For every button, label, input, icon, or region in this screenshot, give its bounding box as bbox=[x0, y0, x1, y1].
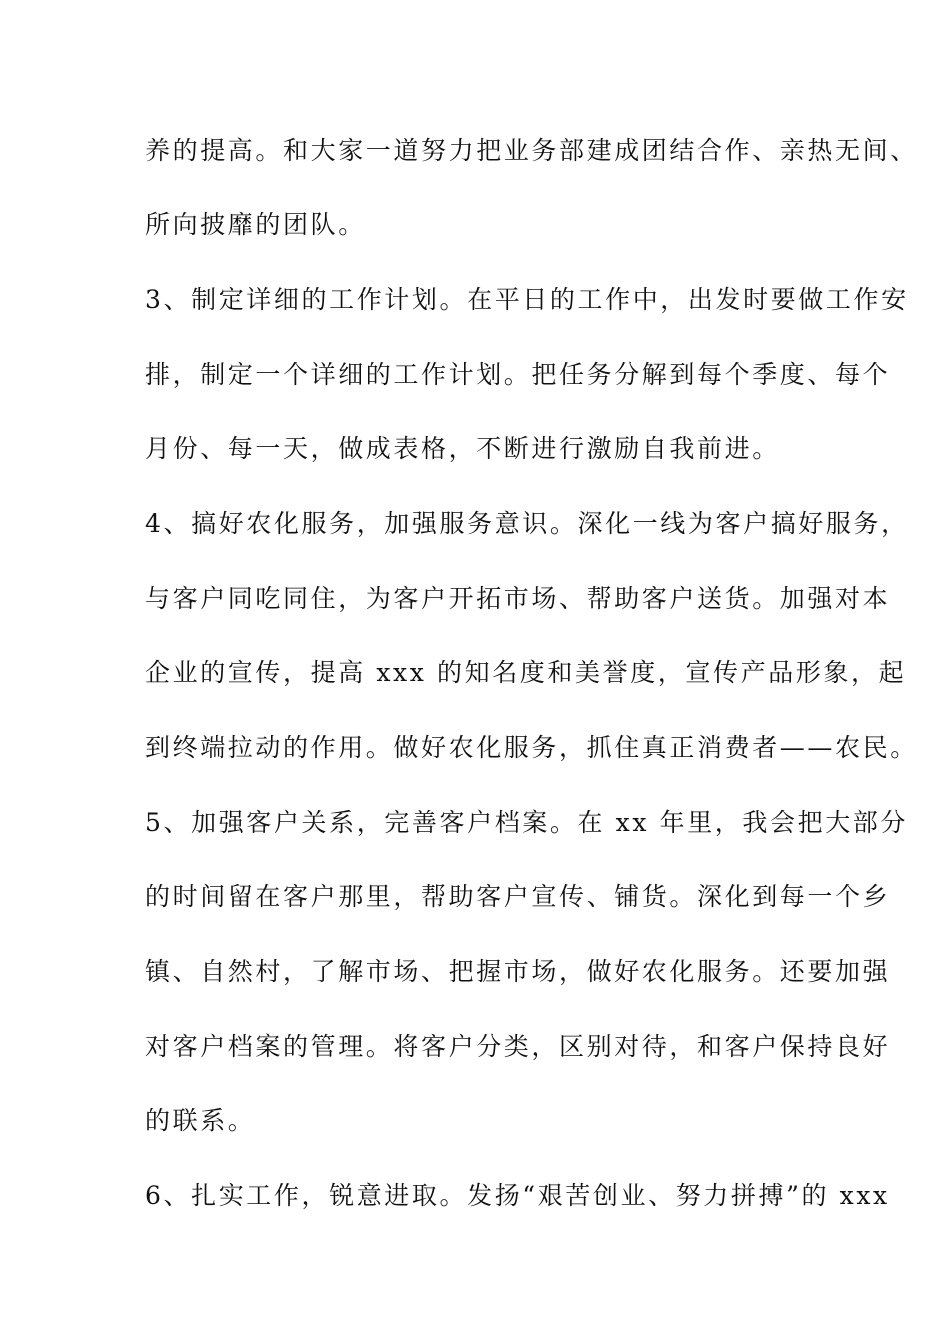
text-line: 4、搞好农化服务，加强服务意识。深化一线为客户搞好服务， bbox=[145, 509, 909, 538]
text-line: 镇、自然村，了解市场、把握市场，做好农化服务。还要加强 bbox=[145, 957, 891, 986]
text-line: 与客户同吃同住，为客户开拓市场、帮助客户送货。加强对本 bbox=[145, 584, 891, 613]
text-line: 到终端拉动的作用。做好农化服务，抓住真正消费者——农民。 bbox=[145, 733, 918, 762]
text-line: 5、加强客户关系，完善客户档案。在 xx 年里，我会把大部分 bbox=[145, 808, 908, 837]
text-line: 6、扎实工作，锐意进取。发扬“艰苦创业、努力拼搏”的 xxx bbox=[145, 1181, 890, 1210]
text-line: 所向披靡的团队。 bbox=[145, 210, 366, 239]
text-line: 养的提高。和大家一道努力把业务部建成团结合作、亲热无间、 bbox=[145, 136, 918, 165]
text-line: 对客户档案的管理。将客户分类，区别对待，和客户保持良好 bbox=[145, 1032, 891, 1061]
text-line: 排，制定一个详细的工作计划。把任务分解到每个季度、每个 bbox=[145, 360, 891, 389]
text-line: 的时间留在客户那里，帮助客户宣传、铺货。深化到每一个乡 bbox=[145, 882, 891, 911]
text-line: 的联系。 bbox=[145, 1106, 256, 1135]
text-line: 3、制定详细的工作计划。在平日的工作中，出发时要做工作安 bbox=[145, 285, 909, 314]
text-line: 企业的宣传，提高 xxx 的知名度和美誉度，宣传产品形象，起 bbox=[145, 658, 907, 687]
text-line: 月份、每一天，做成表格，不断进行激励自我前进。 bbox=[145, 434, 780, 463]
